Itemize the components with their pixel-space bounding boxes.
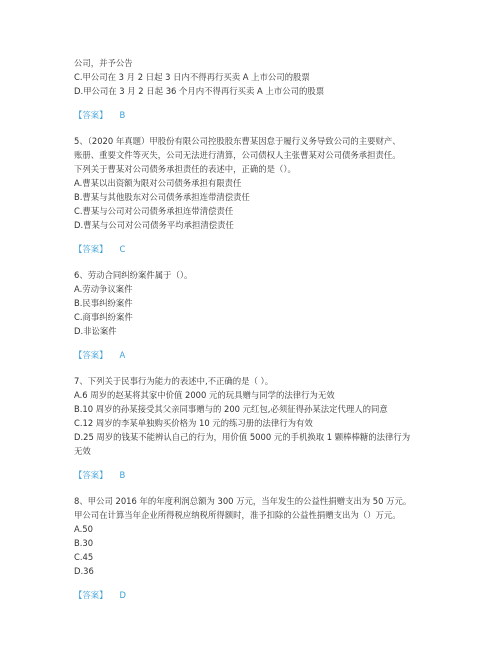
- answer-value: D: [119, 590, 126, 600]
- answer-value: B: [119, 470, 126, 480]
- q5-option-b: B.曹某与其他股东对公司债务承担连带清偿责任: [74, 192, 250, 202]
- q4-text-line: 公司，并予公告: [74, 58, 133, 68]
- q8-stem-line: 8、甲公司 2016 年的年度利润总额为 300 万元，当年发生的公益性捐赠支出为 50 万元。: [74, 496, 412, 506]
- answer-value: A: [119, 350, 126, 360]
- q7-answer: [74, 468, 434, 482]
- q7-option-c: C.12 周岁的李某单独购买价格为 10 元的练习册的法律行为有效: [74, 418, 313, 428]
- q7-option-d-cont: 无效: [74, 446, 91, 456]
- q4-answer: [74, 108, 434, 122]
- q6-stem-line: 6、劳动合同纠纷案件属于（）。: [74, 270, 193, 280]
- question-8: [74, 494, 434, 578]
- q5-stem-line: 账册、重要文件等灭失，公司无法进行清算，公司债权人主张曹某对公司债务承担责任。: [74, 150, 401, 160]
- q8-answer: [74, 588, 434, 602]
- q8-option-c: C.45: [74, 552, 94, 562]
- answer-label: 【答案】: [74, 470, 108, 480]
- q7-stem-line: 7、下列关于民事行为能力的表述中,不正确的是（ ）。: [74, 376, 274, 386]
- q8-option-d: D.36: [74, 566, 94, 576]
- q6-answer: [74, 348, 434, 362]
- q8-option-a: A.50: [74, 524, 93, 534]
- q7-option-a: A.6 周岁的赵某将其家中价值 2000 元的玩具赠与同学的法律行为无效: [74, 390, 335, 400]
- q4-option-d: D.甲公司在 3 月 2 日起 36 个月内不得再行买卖 A 上市公司的股票: [74, 86, 325, 96]
- answer-label: 【答案】: [74, 350, 108, 360]
- q8-stem-line: 甲公司在计算当年企业所得税应纳税所得额时，准予扣除的公益性捐赠支出为（）万元。: [74, 510, 401, 520]
- answer-value: C: [119, 244, 126, 254]
- question-4-tail: [74, 56, 434, 98]
- q5-answer: [74, 242, 434, 256]
- q5-option-a: A.曹某以出资额为限对公司债务承担有限责任: [74, 178, 242, 188]
- q7-option-b: B.10 周岁的孙某接受其父亲同事赠与的 200 元红包,必须征得孙某法定代理人的同意: [74, 404, 388, 414]
- answer-label: 【答案】: [74, 590, 108, 600]
- exam-page: [74, 56, 434, 602]
- q5-stem-line: 下列关于曹某对公司债务承担责任的表述中，正确的是（）。: [74, 164, 296, 174]
- answer-label: 【答案】: [74, 110, 108, 120]
- q6-option-d: D.非讼案件: [74, 326, 117, 336]
- q6-option-b: B.民事纠纷案件: [74, 298, 133, 308]
- q7-option-d: D.25 周岁的钱某不能辨认自己的行为，用价值 5000 元的手机换取 1 颗棒棒糖的法律行为: [74, 432, 411, 442]
- q6-option-c: C.商事纠纷案件: [74, 312, 133, 322]
- q6-option-a: A.劳动争议案件: [74, 284, 133, 294]
- question-6: [74, 268, 434, 338]
- question-7: [74, 374, 434, 458]
- answer-value: B: [119, 110, 126, 120]
- q5-option-d: D.曹某与公司对公司债务平均承担清偿责任: [74, 220, 234, 230]
- q5-option-c: C.曹某与公司对公司债务承担连带清偿责任: [74, 206, 234, 216]
- q8-option-b: B.30: [74, 538, 94, 548]
- question-5: [74, 134, 434, 232]
- q5-stem-line: 5、（2020 年真题）甲股份有限公司控股股东曹某因怠于履行义务导致公司的主要财产、: [74, 136, 401, 146]
- answer-label: 【答案】: [74, 244, 108, 254]
- q4-option-c: C.甲公司在 3 月 2 日起 3 日内不得再行买卖 A 上市公司的股票: [74, 72, 310, 82]
